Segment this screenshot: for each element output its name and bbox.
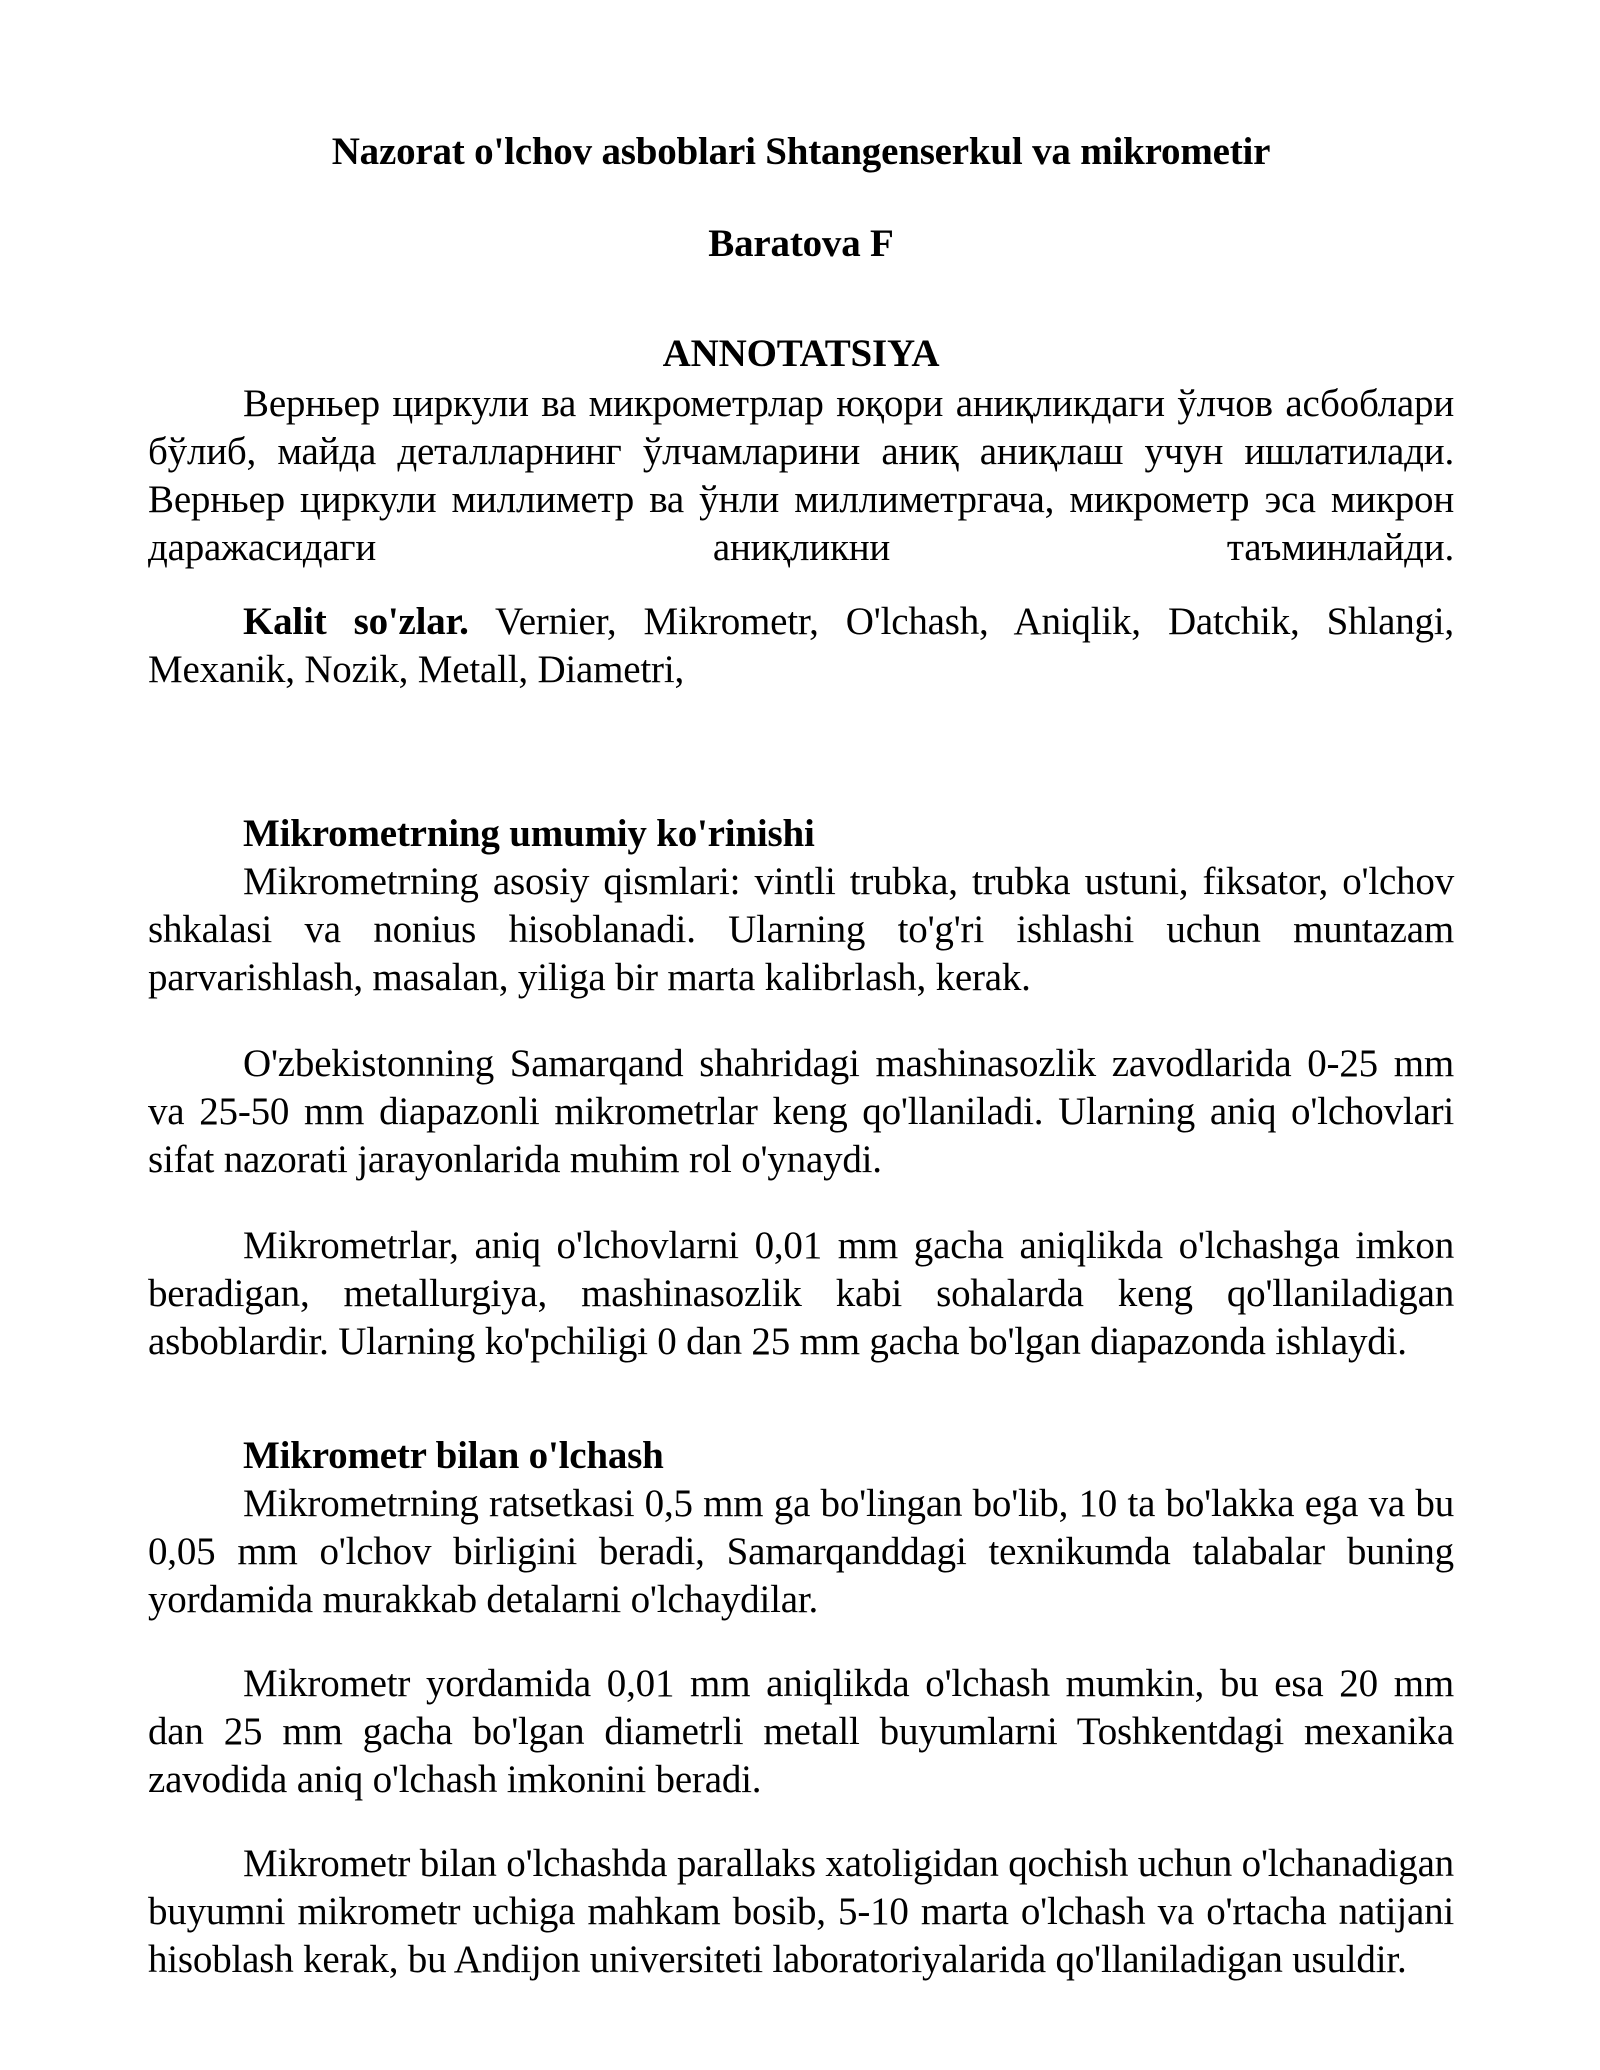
author-name: Baratova F [708,222,894,265]
keywords-list: Vernier, Mikrometr, O'lchash, Aniqlik, Datchik, Shlangi, Mexanik, Nozik, Metall, Diametri, [148,600,1454,691]
section-2-paragraph-3: Mikrometr bilan o'lchashda parallaks xatoligidan qochish uchun o'lchanadigan buyumni mikrometr uchiga mahkam bosib, 5-10 marta o'lchash va o'rtacha natijani hisoblash kerak, bu Andijon universiteti laboratoriyalarida qo'llaniladigan usuldir. [148,1842,1454,1981]
document-title: Nazorat o'lchov asboblari Shtangenserkul va mikrometir [331,130,1271,173]
section-1-paragraph-1: Mikrometrning asosiy qismlari: vintli trubka, trubka ustuni, fiksator, o'lchov shkalasi va nonius hisoblanadi. Ularning to'g'ri ishlashi uchun muntazam parvarishlash, masalan, yiliga bir marta kalibrlash, kerak. [148,860,1454,999]
section-2-paragraph-2: Mikrometr yordamida 0,01 mm aniqlikda o'lchash mumkin, bu esa 20 mm dan 25 mm gacha bo'lgan diametrli metall buyumlarni Toshkentdagi mexanika zavodida aniq o'lchash imkonini beradi. [148,1662,1454,1801]
keywords-paragraph [148,598,1454,694]
annotation-heading: ANNOTATSIYA [662,332,940,375]
section-1-paragraph-3: Mikrometrlar, aniq o'lchovlarni 0,01 mm gacha aniqlikda o'lchashga imkon beradigan, metallurgiya, mashinasozlik kabi sohalarda keng qo'llaniladigan asboblardir. Ularning ko'pchiligi 0 dan 25 mm gacha bo'lgan diapazonda ishlaydi. [148,1224,1454,1363]
section-heading-measuring-with-micrometer: Mikrometr bilan o'lchash [243,1434,664,1477]
section-1-paragraph-2: O'zbekistonning Samarqand shahridagi mashinasozlik zavodlarida 0-25 mm va 25-50 mm diapazonli mikrometrlar keng qo'llaniladi. Ularning aniq o'lchovlari sifat nazorati jarayonlarida muhim rol o'ynaydi. [148,1042,1454,1181]
keywords-label: Kalit so'zlar. [243,600,469,643]
section-2-paragraph-1: Mikrometrning ratsetkasi 0,5 mm ga bo'lingan bo'lib, 10 ta bo'lakka ega va bu 0,05 mm o'lchov birligini beradi, Samarqanddagi texnikumda talabalar buning yordamida murakkab detalarni o'lchaydilar. [148,1482,1454,1621]
annotation-paragraph: Верньер циркули ва микрометрлар юқори аниқликдаги ўлчов асбоблари бўлиб, майда деталларнинг ўлчамларини аниқ аниқлаш учун ишлатилади. Верньер циркули миллиметр ва ўнли миллиметргача, микрометр эса микрон даражасидаги аниқликни таъминлайди. [148,382,1454,569]
section-heading-micrometer-overview: Mikrometrning umumiy ko'rinishi [243,812,815,855]
